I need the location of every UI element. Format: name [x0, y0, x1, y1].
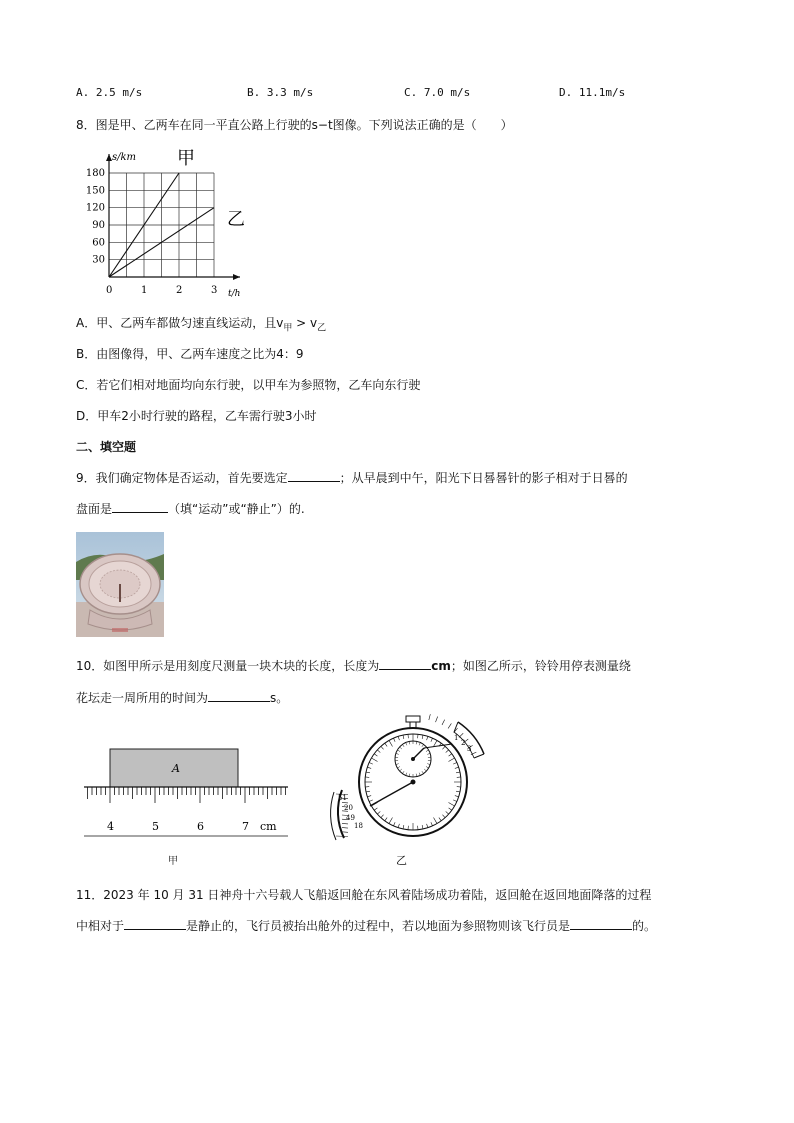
ruler-figure [84, 740, 294, 840]
q8-option-b: B．由图像得，甲、乙两车速度之比为4：9 [76, 347, 304, 361]
q8-option-a-sub-yi: 乙 [317, 323, 327, 334]
y-tick-label: 60 [92, 237, 105, 249]
q11-blank-1[interactable] [124, 917, 186, 930]
q11-blank-2[interactable] [570, 917, 632, 930]
ruler-unit-label: cm [260, 820, 277, 833]
q10-text-b: ；如图乙所示，铃铃用停表测量绕 [450, 659, 631, 673]
magnifier-label-18: 18 [354, 822, 363, 830]
ruler-ticks [88, 787, 286, 803]
q9-blank-1[interactable] [288, 469, 340, 482]
magnifier-tick [336, 836, 348, 837]
magnifier-label-49: 49 [346, 814, 355, 822]
st-graph [84, 140, 264, 300]
magnifier-tick [342, 802, 348, 803]
q7-option-c: C. 7.0 m/s [404, 86, 471, 99]
q10-blank-1[interactable] [379, 657, 431, 670]
y-tick-label: 30 [92, 254, 105, 266]
x-axis-arrow [233, 274, 240, 280]
q11-text-a: 中相对于 [76, 919, 125, 933]
q11-text-c: 的。 [632, 919, 657, 933]
x-tick-label: 0 [106, 285, 113, 296]
ruler-tick-labels [107, 820, 249, 833]
q10-line-2 [76, 689, 288, 706]
q8-option-a-text: A．甲、乙两车都做匀速直线运动，且v [76, 316, 284, 330]
chart-series-label-yi: 乙 [227, 209, 245, 230]
q11-text-b: 是静止的，飞行员被抬出舱外的过程中，若以地面为参照物则该飞行员是 [186, 919, 571, 933]
magnifier-label-1: 1 [454, 734, 459, 742]
magnifier-tick [442, 720, 445, 725]
q9-text-b: ；从早晨到中午，阳光下日晷晷针的影子相对于日晷的 [339, 471, 628, 485]
ruler-tick-label: 7 [242, 820, 249, 833]
section-heading: 二、填空题 [76, 440, 137, 454]
magnifier-label-51: 51 [338, 794, 347, 802]
chart-grid [109, 173, 214, 277]
magnifier-tick [436, 716, 438, 722]
y-tick-label: 120 [85, 202, 105, 214]
sundial-image [76, 532, 164, 637]
q8-option-a-sub-jia: 甲 [283, 323, 293, 334]
chart-y-axis-label: s/km [112, 152, 137, 163]
y-tick-label: 150 [85, 185, 105, 197]
q8-option-a-mid: > v [292, 316, 318, 330]
q11-line-1: 11．2023 年 10 月 31 日神舟十六号载人飞船返回舱在东风着陆场成功着陆，返回舱在返回地面降落的过程 [76, 888, 652, 902]
q9-line-1 [76, 469, 628, 486]
q8-stem: 8．图是甲、乙两车在同一平直公路上行驶的s−t图像。下列说法正确的是（ ） [76, 118, 513, 132]
magnifier-label-20: 20 [344, 804, 353, 812]
q10-line-1 [76, 657, 631, 674]
chart-x-axis-label: t/h [228, 289, 241, 299]
y-tick-label: 180 [85, 168, 105, 179]
ruler-tick-label: 6 [197, 820, 204, 833]
q10-text-a: 10．如图甲所示是用刻度尺测量一块木块的长度，长度为 [76, 659, 380, 673]
caption-jia: 甲 [168, 856, 178, 867]
magnifier-tick [459, 733, 463, 737]
ruler-tick-label: 4 [107, 820, 114, 833]
q10-unit-s: s。 [270, 691, 289, 705]
x-tick-label: 2 [176, 285, 183, 296]
stopwatch-figure [320, 714, 490, 844]
magnifier-label-3: 3 [467, 745, 472, 753]
chart-series-label-jia: 甲 [177, 148, 195, 169]
q10-unit-cm: cm [431, 659, 451, 673]
magnifier-label-2: 2 [461, 739, 466, 747]
q9-text-c: 盘面是 [76, 502, 113, 516]
ruler-block-label: A [172, 762, 180, 775]
q10-text-c: 花坛走一周所用的时间为 [76, 691, 209, 705]
q9-text-a: 9．我们确定物体是否运动，首先要选定 [76, 471, 288, 485]
q9-blank-2[interactable] [112, 500, 168, 513]
y-tick-label: 90 [92, 220, 105, 231]
magnifier-tick [429, 714, 430, 720]
x-tick-label: 1 [141, 285, 148, 296]
q7-option-d: D. 11.1m/s [559, 86, 626, 99]
q8-option-d: D．甲车2小时行驶的路程，乙车需行驶3小时 [76, 409, 317, 423]
q11-line-2 [76, 917, 656, 934]
q8-option-a [76, 314, 326, 333]
magnifier-tick [448, 723, 451, 728]
magnifier-tick [342, 832, 348, 833]
q9-line-2 [76, 500, 305, 517]
magnifier-tick [342, 828, 348, 829]
q8-option-c: C．若它们相对地面均向东行驶，以甲车为参照物，乙车向东行驶 [76, 378, 421, 392]
ruler-tick-label: 5 [152, 820, 159, 833]
magnifier-tick [342, 823, 348, 824]
q7-option-a: A. 2.5 m/s [76, 86, 143, 99]
q9-text-d: （填“运动”或“静止”）的. [168, 502, 305, 516]
x-tick-label: 3 [211, 285, 218, 296]
caption-yi: 乙 [396, 854, 407, 867]
q7-option-b: B. 3.3 m/s [247, 86, 314, 99]
q10-blank-2[interactable] [208, 689, 270, 702]
